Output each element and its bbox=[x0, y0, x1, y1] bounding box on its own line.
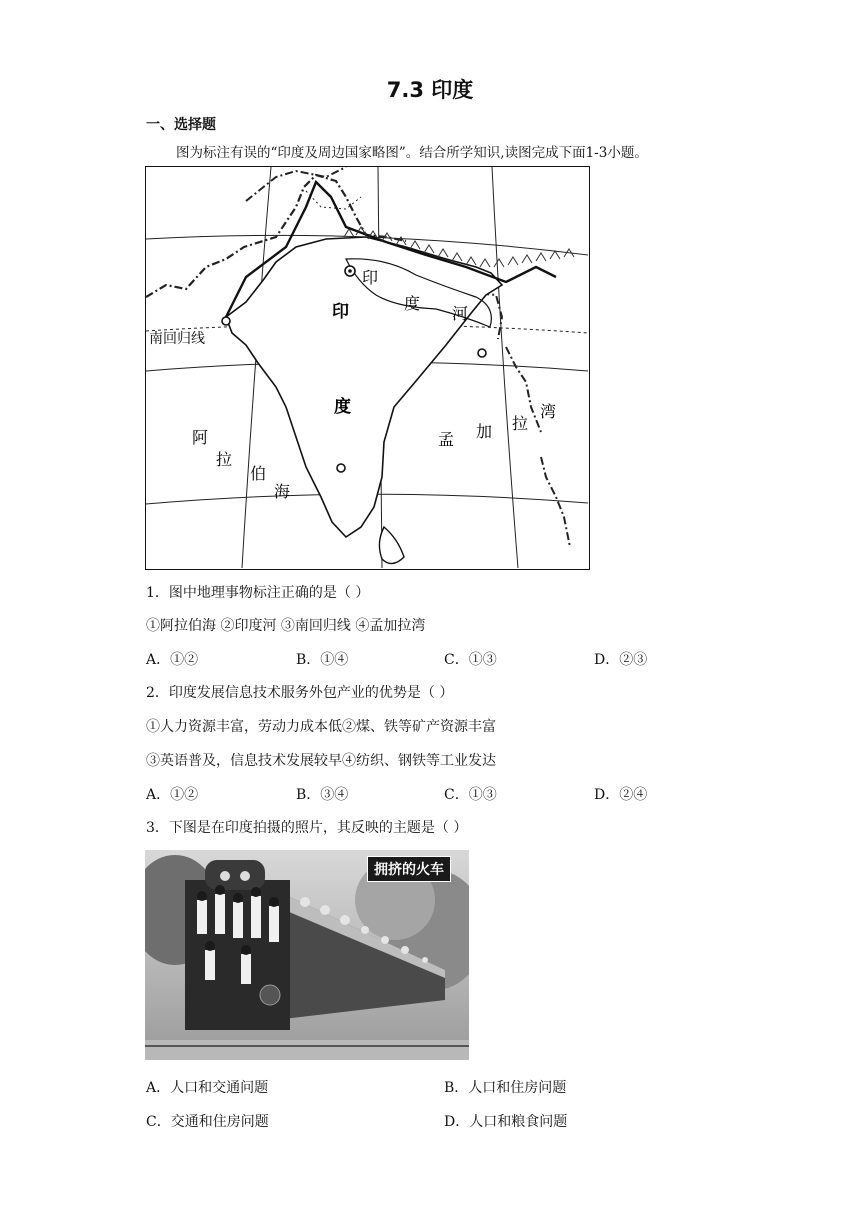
q3-option-c[interactable]: C．交通和住房问题 bbox=[146, 1114, 269, 1130]
map-label-river-1: 印 bbox=[362, 268, 379, 287]
map-label-sea-1: 阿 bbox=[192, 428, 209, 447]
q1-option-a[interactable]: A．①② bbox=[146, 652, 199, 668]
page-title: 7.3 印度 bbox=[386, 78, 474, 102]
map-label-bay-1: 孟 bbox=[438, 430, 455, 449]
india-map bbox=[145, 166, 590, 570]
map-label-bay-4: 湾 bbox=[540, 402, 557, 421]
map-label-yin: 印 bbox=[332, 302, 349, 322]
q1-option-c[interactable]: C．①③ bbox=[444, 652, 497, 668]
q3-option-d[interactable]: D．人口和粮食问题 bbox=[444, 1114, 568, 1130]
map-label-du: 度 bbox=[334, 397, 351, 417]
map-label-river-3: 河 bbox=[452, 304, 469, 323]
photo-caption-label: 拥挤的火车 bbox=[367, 856, 451, 882]
map-label-bay-3: 拉 bbox=[512, 414, 529, 433]
map-label-river-2: 度 bbox=[404, 294, 421, 313]
q3-option-b[interactable]: B．人口和住房问题 bbox=[444, 1080, 567, 1096]
q2-option-a[interactable]: A．①② bbox=[146, 787, 199, 803]
q2-items-2: ③英语普及，信息技术发展较早④纺织、钢铁等工业发达 bbox=[146, 753, 496, 769]
q1-option-d[interactable]: D．②③ bbox=[594, 652, 648, 668]
q2-items-1: ①人力资源丰富，劳动力成本低②煤、铁等矿产资源丰富 bbox=[146, 719, 496, 735]
intro-text: 图为标注有误的“印度及周边国家略图”。结合所学知识,读图完成下面1-3小题。 bbox=[176, 145, 648, 161]
q1-items: ①阿拉伯海 ②印度河 ③南回归线 ④孟加拉湾 bbox=[146, 618, 426, 634]
section-heading: 一、选择题 bbox=[146, 117, 216, 133]
map-label-bay-2: 加 bbox=[476, 422, 493, 441]
map-label-sea-2: 拉 bbox=[216, 450, 233, 469]
q3-stem: 3．下图是在印度拍摄的照片，其反映的主题是（ ） bbox=[146, 820, 468, 836]
q2-option-b[interactable]: B．③④ bbox=[296, 787, 349, 803]
q1-stem: 1．图中地理事物标注正确的是（ ） bbox=[146, 585, 370, 601]
map-label-tropic: 南回归线 bbox=[149, 331, 205, 347]
map-label-sea-4: 海 bbox=[274, 482, 291, 501]
q2-stem: 2．印度发展信息技术服务外包产业的优势是（ ） bbox=[146, 685, 454, 701]
map-label-sea-3: 伯 bbox=[250, 464, 267, 483]
q2-option-d[interactable]: D．②④ bbox=[594, 787, 648, 803]
q3-option-a[interactable]: A．人口和交通问题 bbox=[146, 1080, 269, 1096]
q1-option-b[interactable]: B．①④ bbox=[296, 652, 349, 668]
q2-option-c[interactable]: C．①③ bbox=[444, 787, 497, 803]
